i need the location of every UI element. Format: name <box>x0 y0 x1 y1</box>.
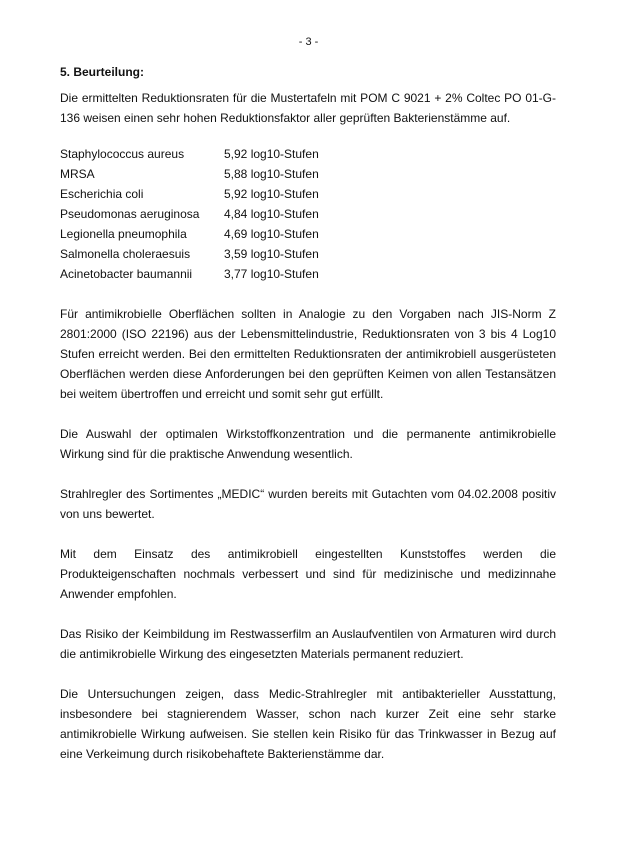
body-paragraph: Strahlregler des Sortimentes „MEDIC“ wurden bereits mit Gutachten vom 04.02.2008 positiv von uns bewertet. <box>60 487 556 521</box>
table-row <box>60 184 319 204</box>
table-row <box>60 224 319 244</box>
reduction-value: 3,59 log10-Stufen <box>224 247 319 261</box>
document-body <box>60 62 556 784</box>
bacteria-name: Legionella pneumophila <box>60 227 187 241</box>
bacteria-name: Acinetobacter baumannii <box>60 267 193 281</box>
body-paragraph: Die Auswahl der optimalen Wirkstoffkonzentration und die permanente antimikrobielle Wirkung sind für die praktische Anwendung wesentlich. <box>60 427 556 461</box>
body-paragraph: Das Risiko der Keimbildung im Restwasserfilm an Auslaufventilen von Armaturen wird durch die antimikrobielle Wirkung des eingesetzten Materials permanent reduziert. <box>60 627 556 661</box>
table-row <box>60 164 319 184</box>
body-paragraph: Für antimikrobielle Oberflächen sollten in Analogie zu den Vorgaben nach JIS-Norm Z 2801:2000 (ISO 22196) aus der Lebensmittelindustrie, Reduktionsraten von 3 bis 4 Log10 Stufen erreicht werden. Bei den ermittelten Reduktionsraten der antimikrobiell ausgerüsteten Oberflächen werden diese Anforderungen bei den geprüften Keimen von allen Testansätzen bei weitem übertroffen und erreicht und somit sehr gut erfüllt. <box>60 307 556 401</box>
reduction-value: 4,69 log10-Stufen <box>224 227 319 241</box>
reduction-value: 3,77 log10-Stufen <box>224 267 319 281</box>
reduction-value: 5,92 log10-Stufen <box>224 147 319 161</box>
body-paragraph: Die Untersuchungen zeigen, dass Medic-Strahlregler mit antibakterieller Ausstattung, insbesondere bei stagnierendem Wasser, schon nach kurzer Zeit eine sehr starke antimikrobielle Wirkung aufweisen. Sie stellen kein Risiko für das Trinkwasser in Bezug auf eine Verkeimung durch risikobehaftete Bakterienstämme dar. <box>60 687 556 761</box>
bacteria-name: MRSA <box>60 167 95 181</box>
body-paragraph: Mit dem Einsatz des antimikrobiell eingestellten Kunststoffes werden die Produkteigenschaften nochmals verbessert und sind für medizinische und medizinnahe Anwender empfohlen. <box>60 547 556 601</box>
page-number: - 3 - <box>298 36 319 48</box>
section-heading: 5. Beurteilung: <box>60 65 145 79</box>
bacteria-name: Staphylococcus aureus <box>60 147 185 161</box>
reduction-value: 5,92 log10-Stufen <box>224 187 319 201</box>
reduction-value: 4,84 log10-Stufen <box>224 207 319 221</box>
table-row <box>60 264 319 284</box>
table-row <box>60 244 319 264</box>
bacteria-name: Salmonella choleraesuis <box>60 247 191 261</box>
table-row <box>60 204 319 224</box>
reduction-value: 5,88 log10-Stufen <box>224 167 319 181</box>
bacteria-name: Pseudomonas aeruginosa <box>60 207 200 221</box>
bacteria-name: Escherichia coli <box>60 187 144 201</box>
intro-paragraph: Die ermittelten Reduktionsraten für die Mustertafeln mit POM C 9021 + 2% Coltec PO 01-G-136 weisen einen sehr hohen Reduktionsfaktor aller geprüften Bakterienstämme auf. <box>60 91 556 125</box>
bacteria-reduction-table <box>60 144 319 284</box>
table-row <box>60 144 319 164</box>
